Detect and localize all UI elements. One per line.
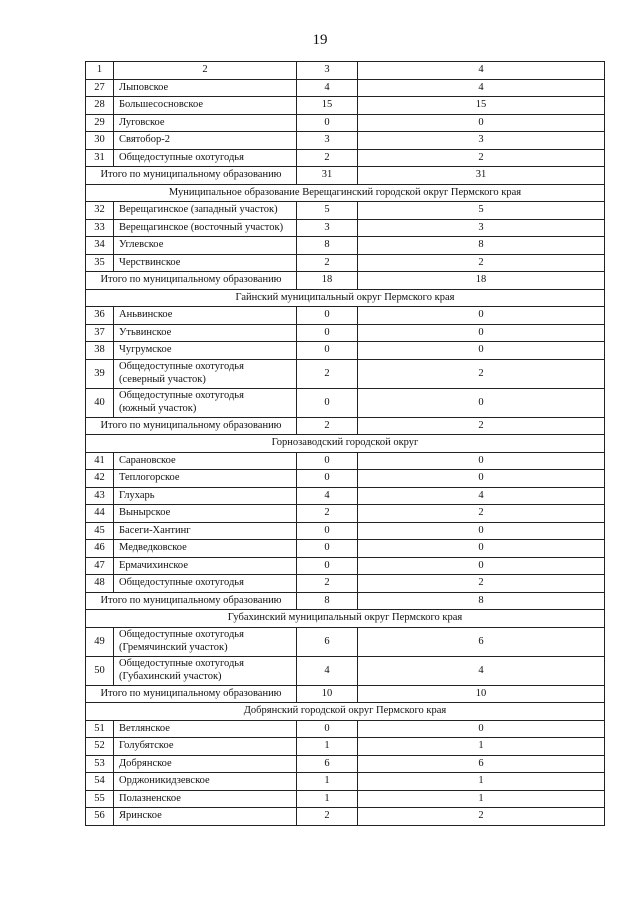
header-cell-3: 3 (297, 62, 358, 80)
total-label: Итого по муниципальному образованию (86, 272, 297, 290)
table-row (86, 219, 605, 237)
row-number: 30 (86, 132, 114, 150)
row-number: 27 (86, 79, 114, 97)
table-row (86, 720, 605, 738)
value-col-3: 6 (297, 627, 358, 656)
total-row (86, 417, 605, 435)
table-row (86, 540, 605, 558)
ground-name: Углевское (114, 237, 297, 255)
section-title: Горнозаводский городской округ (86, 435, 605, 453)
value-col-4: 4 (358, 79, 605, 97)
row-number: 40 (86, 388, 114, 417)
value-col-3: 5 (297, 202, 358, 220)
table-row (86, 114, 605, 132)
value-col-4: 1 (358, 738, 605, 756)
header-cell-2: 2 (114, 62, 297, 80)
value-col-4: 2 (358, 254, 605, 272)
value-col-3: 0 (297, 540, 358, 558)
table-row (86, 470, 605, 488)
table-row (86, 359, 605, 388)
row-number: 28 (86, 97, 114, 115)
value-col-4: 6 (358, 627, 605, 656)
ground-name-line-1: Общедоступные охотугодья (119, 390, 244, 401)
total-label: Итого по муниципальному образованию (86, 167, 297, 185)
row-number: 49 (86, 627, 114, 656)
row-number: 35 (86, 254, 114, 272)
ground-name: Святобор-2 (114, 132, 297, 150)
ground-name: Общедоступные охотугодья (114, 575, 297, 593)
ground-name (114, 656, 297, 685)
table-row (86, 790, 605, 808)
value-col-3: 6 (297, 755, 358, 773)
section-title: Губахинский муниципальный округ Пермского края (86, 610, 605, 628)
row-number: 50 (86, 656, 114, 685)
row-number: 51 (86, 720, 114, 738)
total-value-col-4: 18 (358, 272, 605, 290)
value-col-4: 0 (358, 522, 605, 540)
table-row (86, 202, 605, 220)
row-number: 46 (86, 540, 114, 558)
value-col-4: 8 (358, 237, 605, 255)
ground-name: Ермачихинское (114, 557, 297, 575)
value-col-4: 0 (358, 557, 605, 575)
table-row (86, 773, 605, 791)
section-title: Гайнский муниципальный округ Пермского края (86, 289, 605, 307)
section-header-row (86, 289, 605, 307)
value-col-4: 6 (358, 755, 605, 773)
value-col-4: 2 (358, 575, 605, 593)
section-header-row (86, 435, 605, 453)
total-label: Итого по муниципальному образованию (86, 592, 297, 610)
row-number: 45 (86, 522, 114, 540)
value-col-3: 0 (297, 522, 358, 540)
section-header-row (86, 184, 605, 202)
ground-name: Большесосновское (114, 97, 297, 115)
ground-name: Яринское (114, 808, 297, 826)
header-cell-1: 1 (86, 62, 114, 80)
ground-name: Утьвинское (114, 324, 297, 342)
value-col-4: 0 (358, 720, 605, 738)
row-number: 53 (86, 755, 114, 773)
row-number: 31 (86, 149, 114, 167)
page-number: 19 (312, 32, 328, 48)
row-number: 54 (86, 773, 114, 791)
value-col-4: 0 (358, 342, 605, 360)
total-row (86, 272, 605, 290)
row-number: 42 (86, 470, 114, 488)
ground-name: Орджоникидзевское (114, 773, 297, 791)
ground-name: Медведковское (114, 540, 297, 558)
row-number: 32 (86, 202, 114, 220)
table-row (86, 237, 605, 255)
hunting-grounds-table (85, 61, 605, 826)
table-row (86, 557, 605, 575)
value-col-4: 0 (358, 452, 605, 470)
section-title: Добрянский городской округ Пермского края (86, 703, 605, 721)
row-number: 52 (86, 738, 114, 756)
value-col-3: 3 (297, 132, 358, 150)
total-value-col-3: 2 (297, 417, 358, 435)
ground-name-line-1: Общедоступные охотугодья (119, 629, 244, 640)
ground-name: Аньвинское (114, 307, 297, 325)
ground-name-line-1: Общедоступные охотугодья (119, 658, 244, 669)
table-row (86, 487, 605, 505)
value-col-3: 4 (297, 79, 358, 97)
table-row (86, 342, 605, 360)
ground-name-line-2: (Губахинский участок) (119, 670, 222, 682)
table-row (86, 656, 605, 685)
total-value-col-3: 31 (297, 167, 358, 185)
ground-name: Сарановское (114, 452, 297, 470)
total-value-col-4: 10 (358, 685, 605, 703)
section-header-row (86, 703, 605, 721)
table-row (86, 149, 605, 167)
ground-name (114, 388, 297, 417)
ground-name-line-2: (южный участок) (119, 402, 197, 414)
header-row (86, 62, 605, 80)
value-col-3: 2 (297, 505, 358, 523)
table-row (86, 388, 605, 417)
value-col-3: 2 (297, 575, 358, 593)
table-row (86, 522, 605, 540)
value-col-3: 0 (297, 114, 358, 132)
ground-name-line-2: (Гремячинский участок) (119, 641, 228, 653)
value-col-3: 15 (297, 97, 358, 115)
value-col-3: 4 (297, 656, 358, 685)
total-value-col-3: 10 (297, 685, 358, 703)
value-col-4: 2 (358, 808, 605, 826)
table-row (86, 808, 605, 826)
ground-name: Глухарь (114, 487, 297, 505)
row-number: 36 (86, 307, 114, 325)
ground-name: Добрянское (114, 755, 297, 773)
ground-name: Полазненское (114, 790, 297, 808)
ground-name (114, 627, 297, 656)
ground-name: Верещагинское (восточный участок) (114, 219, 297, 237)
total-value-col-4: 8 (358, 592, 605, 610)
value-col-3: 0 (297, 557, 358, 575)
table-row (86, 254, 605, 272)
value-col-4: 0 (358, 470, 605, 488)
ground-name: Голубятское (114, 738, 297, 756)
row-number: 38 (86, 342, 114, 360)
value-col-3: 2 (297, 254, 358, 272)
value-col-4: 0 (358, 540, 605, 558)
ground-name: Теплогорское (114, 470, 297, 488)
row-number: 39 (86, 359, 114, 388)
value-col-3: 0 (297, 307, 358, 325)
total-row (86, 685, 605, 703)
value-col-4: 3 (358, 132, 605, 150)
value-col-4: 3 (358, 219, 605, 237)
value-col-4: 15 (358, 97, 605, 115)
table-row (86, 324, 605, 342)
value-col-3: 0 (297, 388, 358, 417)
table-row (86, 755, 605, 773)
ground-name: Луговское (114, 114, 297, 132)
table-row (86, 575, 605, 593)
row-number: 55 (86, 790, 114, 808)
row-number: 29 (86, 114, 114, 132)
table-row (86, 307, 605, 325)
row-number: 44 (86, 505, 114, 523)
table-row (86, 627, 605, 656)
value-col-4: 2 (358, 505, 605, 523)
value-col-3: 2 (297, 359, 358, 388)
value-col-4: 4 (358, 487, 605, 505)
table-row (86, 132, 605, 150)
total-value-col-4: 31 (358, 167, 605, 185)
ground-name: Общедоступные охотугодья (114, 149, 297, 167)
value-col-4: 1 (358, 773, 605, 791)
value-col-4: 0 (358, 114, 605, 132)
total-value-col-3: 8 (297, 592, 358, 610)
value-col-4: 0 (358, 324, 605, 342)
section-header-row (86, 610, 605, 628)
value-col-3: 2 (297, 808, 358, 826)
row-number: 37 (86, 324, 114, 342)
value-col-3: 1 (297, 738, 358, 756)
row-number: 33 (86, 219, 114, 237)
ground-name: Басеги-Хантинг (114, 522, 297, 540)
value-col-3: 3 (297, 219, 358, 237)
value-col-4: 0 (358, 307, 605, 325)
value-col-3: 0 (297, 720, 358, 738)
ground-name-line-1: Общедоступные охотугодья (119, 361, 244, 372)
table-row (86, 505, 605, 523)
header-cell-4: 4 (358, 62, 605, 80)
value-col-4: 5 (358, 202, 605, 220)
ground-name: Лыповское (114, 79, 297, 97)
ground-name: Ветлянское (114, 720, 297, 738)
ground-name-line-2: (северный участок) (119, 373, 206, 385)
section-title: Муниципальное образование Верещагинский городской округ Пермского края (86, 184, 605, 202)
total-label: Итого по муниципальному образованию (86, 685, 297, 703)
table-row (86, 97, 605, 115)
row-number: 48 (86, 575, 114, 593)
row-number: 47 (86, 557, 114, 575)
value-col-4: 2 (358, 359, 605, 388)
value-col-3: 1 (297, 773, 358, 791)
table-row (86, 452, 605, 470)
table-row (86, 738, 605, 756)
total-label: Итого по муниципальному образованию (86, 417, 297, 435)
table-body (86, 62, 605, 826)
value-col-4: 0 (358, 388, 605, 417)
ground-name: Верещагинское (западный участок) (114, 202, 297, 220)
value-col-4: 2 (358, 149, 605, 167)
ground-name (114, 359, 297, 388)
value-col-3: 8 (297, 237, 358, 255)
value-col-3: 0 (297, 470, 358, 488)
ground-name: Чугрумское (114, 342, 297, 360)
value-col-3: 0 (297, 452, 358, 470)
total-row (86, 592, 605, 610)
value-col-4: 1 (358, 790, 605, 808)
value-col-4: 4 (358, 656, 605, 685)
value-col-3: 0 (297, 324, 358, 342)
ground-name: Черствинское (114, 254, 297, 272)
row-number: 41 (86, 452, 114, 470)
value-col-3: 4 (297, 487, 358, 505)
value-col-3: 0 (297, 342, 358, 360)
row-number: 43 (86, 487, 114, 505)
total-row (86, 167, 605, 185)
row-number: 34 (86, 237, 114, 255)
ground-name: Вынырское (114, 505, 297, 523)
total-value-col-4: 2 (358, 417, 605, 435)
value-col-3: 2 (297, 149, 358, 167)
total-value-col-3: 18 (297, 272, 358, 290)
table-row (86, 79, 605, 97)
value-col-3: 1 (297, 790, 358, 808)
row-number: 56 (86, 808, 114, 826)
